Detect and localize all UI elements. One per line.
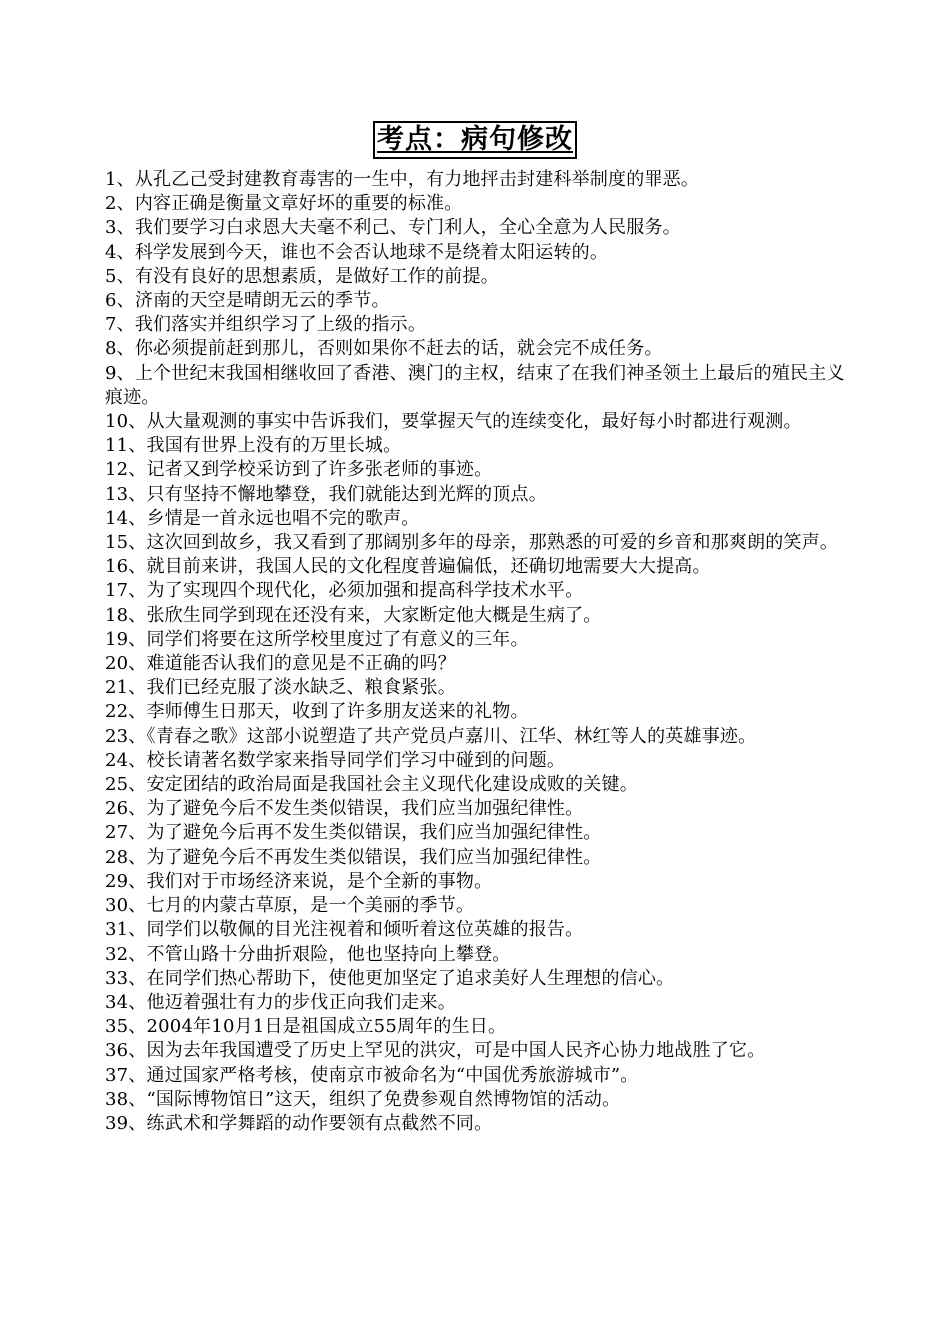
list-item: 7、我们落实并组织学习了上级的指示。 bbox=[105, 314, 427, 336]
title-container bbox=[0, 121, 950, 159]
page-title: 考点：病句修改 bbox=[373, 121, 577, 159]
list-item: 9、上个世纪末我国相继收回了香港、澳门的主权，结束了在我们神圣领土上最后的殖民主义痕迹。 bbox=[105, 362, 845, 408]
list-item: 26、为了避免今后不发生类似错误，我们应当加强纪律性。 bbox=[105, 798, 584, 820]
list-item: 16、就目前来讲，我国人民的文化程度普遍偏低，还确切地需要大大提高。 bbox=[105, 556, 711, 578]
list-item: 14、乡情是一首永远也唱不完的歌声。 bbox=[105, 507, 420, 529]
list-item: 10、从大量观测的事实中告诉我们，要掌握天气的连续变化，最好每小时都进行观测。 bbox=[105, 411, 802, 433]
list-item: 37、通过国家严格考核，使南京市被命名为“中国优秀旅游城市”。 bbox=[105, 1064, 639, 1086]
list-item: 35、2004年10月1日是祖国成立55周年的生日。 bbox=[105, 1016, 507, 1038]
list-item: 20、难道能否认我们的意见是不正确的吗？ bbox=[105, 653, 456, 675]
list-item: 6、济南的天空是晴朗无云的季节。 bbox=[105, 290, 390, 312]
list-item: 19、同学们将要在这所学校里度过了有意义的三年。 bbox=[105, 628, 529, 650]
list-item: 4、科学发展到今天，谁也不会否认地球不是绕着太阳运转的。 bbox=[105, 241, 609, 263]
list-item: 18、张欣生同学到现在还没有来，大家断定他大概是生病了。 bbox=[105, 604, 602, 626]
list-item: 11、我国有世界上没有的万里长城。 bbox=[105, 435, 402, 457]
list-item: 31、同学们以敬佩的目光注视着和倾听着这位英雄的报告。 bbox=[105, 919, 584, 941]
list-item: 23、《青春之歌》这部小说塑造了共产党员卢嘉川、江华、林红等人的英雄事迹。 bbox=[105, 725, 757, 747]
list-item: 34、他迈着强壮有力的步伐正向我们走来。 bbox=[105, 991, 456, 1013]
list-item: 27、为了避免今后再不发生类似错误，我们应当加强纪律性。 bbox=[105, 822, 602, 844]
list-item: 13、只有坚持不懈地攀登，我们就能达到光辉的顶点。 bbox=[105, 483, 547, 505]
list-item: 28、为了避免今后不再发生类似错误，我们应当加强纪律性。 bbox=[105, 846, 602, 868]
list-item: 15、这次回到故乡，我又看到了那阔别多年的母亲，那熟悉的可爱的乡音和那爽朗的笑声。 bbox=[105, 532, 839, 554]
list-item: 24、校长请著名数学家来指导同学们学习中碰到的问题。 bbox=[105, 749, 566, 771]
list-item: 1、从孔乙己受封建教育毒害的一生中，有力地抨击封建科举制度的罪恶。 bbox=[105, 169, 700, 190]
list-item: 33、在同学们热心帮助下，使他更加坚定了追求美好人生理想的信心。 bbox=[105, 967, 675, 989]
list-item: 25、安定团结的政治局面是我国社会主义现代化建设成败的关键。 bbox=[105, 774, 638, 796]
list-item: 38、“国际博物馆日”这天，组织了免费参观自然博物馆的活动。 bbox=[105, 1088, 621, 1110]
list-item: 5、有没有良好的思想素质，是做好工作的前提。 bbox=[105, 265, 499, 287]
list-item: 21、我们已经克服了淡水缺乏、粮食紧张。 bbox=[105, 677, 456, 699]
list-item: 3、我们要学习白求恩大夫毫不利己、专门利人，全心全意为人民服务。 bbox=[105, 217, 681, 239]
list-item: 39、练武术和学舞蹈的动作要领有点截然不同。 bbox=[105, 1112, 493, 1134]
list-item: 30、七月的内蒙古草原，是一个美丽的季节。 bbox=[105, 895, 475, 917]
list-item: 32、不管山路十分曲折艰险，他也坚持向上攀登。 bbox=[105, 943, 511, 965]
list-item: 22、李师傅生日那天，收到了许多朋友送来的礼物。 bbox=[105, 701, 529, 723]
list-item: 29、我们对于市场经济来说，是个全新的事物。 bbox=[105, 870, 493, 892]
list-item: 2、内容正确是衡量文章好坏的重要的标准。 bbox=[105, 193, 463, 215]
list-item: 36、因为去年我国遭受了历史上罕见的洪灾，可是中国人民齐心协力地战胜了它。 bbox=[105, 1040, 766, 1062]
list-item: 8、你必须提前赶到那儿，否则如果你不赶去的话，就会完不成任务。 bbox=[105, 338, 663, 360]
sentence-list bbox=[105, 168, 850, 1136]
list-item: 17、为了实现四个现代化，必须加强和提高科学技术水平。 bbox=[105, 580, 584, 602]
list-item: 12、记者又到学校采访到了许多张老师的事迹。 bbox=[105, 459, 493, 481]
